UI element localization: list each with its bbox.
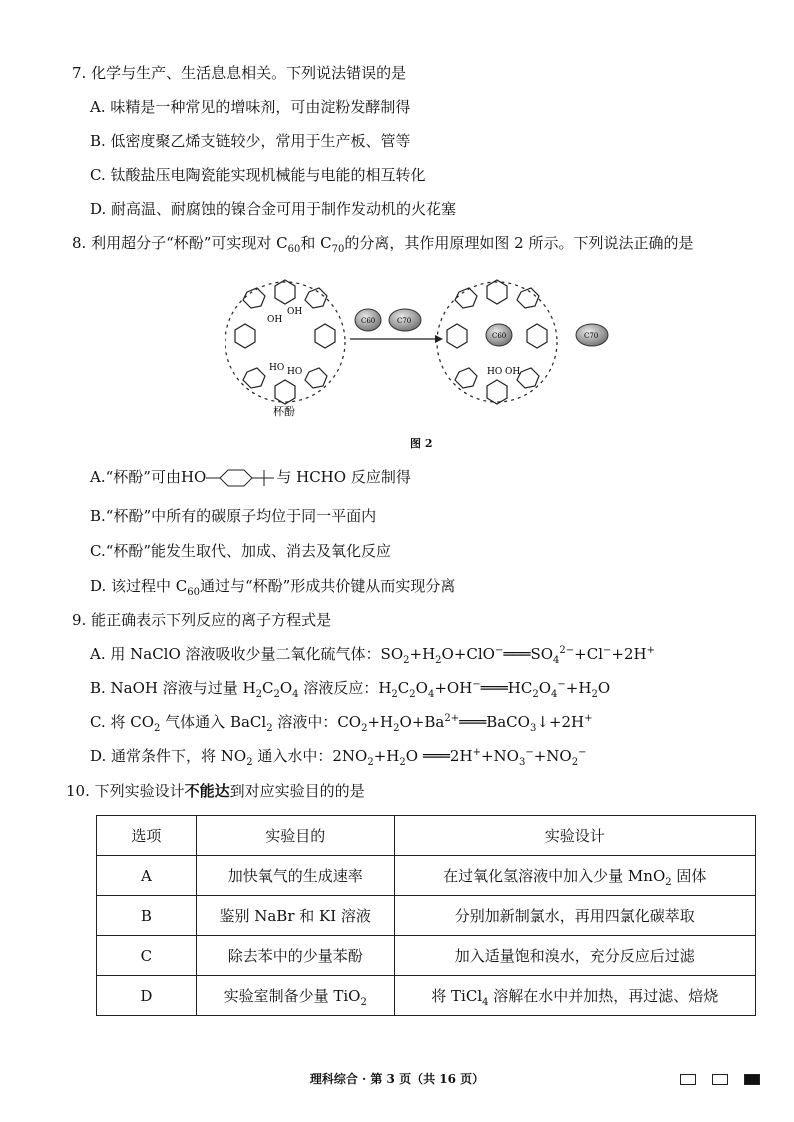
header-option: 选项 [97, 816, 197, 856]
q8-option-d: D. 该过程中 $C_{60}$通过与“杯酚”形成共价键从而实现分离 [90, 577, 456, 598]
figure-caption: 图 2 [410, 437, 433, 450]
q7-option-c: C. 钛酸盐压电陶瓷能实现机械能与电能的相互转化 [90, 166, 426, 184]
q9-option-d: D. 通常条件下，将 $NO_2$ 通入水中：$2NO_2+H_2O$ $═══2H^++NO_3^-+NO_2^-$ [90, 747, 587, 768]
ho-label: HO [487, 367, 503, 377]
oh-label: OH [287, 307, 303, 317]
row-option: B [97, 896, 197, 936]
q7-stem: 7. 化学与生产、生活息息相关。下列说法错误的是 [72, 64, 407, 82]
row-option: A [97, 856, 197, 896]
q9-option-c: C. 将 $CO_2$ 气体通入 BaCl$_2$ 溶液中：$CO_2+H_2O+Ba^{2+}═══BaCO_3↓+2H^+$ [90, 713, 593, 734]
c60-label: C60 [492, 332, 507, 340]
row-goal: 实验室制备少量 TiO$_2$ [196, 976, 394, 1016]
row-design: 将 TiCl$_4$ 溶解在水中并加热，再过滤、焙烧 [394, 976, 755, 1016]
q9-option-a: A. 用 NaClO 溶液吸收少量二氧化硫气体：$SO_2+H_2O+ClO^-═══SO_4^{2-}+Cl^-+2H^+$ [90, 645, 655, 666]
row-option: C [97, 936, 197, 976]
row-design: 分别加新制氯水，再用四氯化碳萃取 [394, 896, 755, 936]
table-row [97, 856, 756, 896]
q8-option-c: C.“杯酚”能发生取代、加成、消去及氧化反应 [90, 542, 392, 560]
page-footer: 理科综合 · 第 3 页（共 16 页） [309, 1072, 485, 1086]
page-marker-box-filled [744, 1074, 760, 1085]
row-goal: 鉴别 NaBr 和 KI 溶液 [196, 896, 394, 936]
page-marker-box [712, 1074, 728, 1085]
row-design: 在过氧化氢溶液中加入少量 MnO$_2$ 固体 [394, 856, 755, 896]
table-row [97, 976, 756, 1016]
page-marker-box [680, 1074, 696, 1085]
c70-label: C70 [397, 317, 412, 325]
arrow-head [435, 335, 443, 343]
q8-stem: 8. 利用超分子“杯酚”可实现对 $C_{60}$和 $C_{70}$的分离，其作用原理如图 2 所示。下列说法正确的是 [72, 234, 694, 255]
q8-option-b: B.“杯酚”中所有的碳原子均位于同一平面内 [90, 507, 377, 525]
row-option: D [97, 976, 197, 1016]
oh-label: OH [267, 315, 283, 325]
c70-label: C70 [584, 332, 599, 340]
calixarene-label: 杯酚 [273, 405, 295, 418]
c60-label: C60 [361, 317, 376, 325]
header-goal: 实验目的 [196, 816, 394, 856]
q7-option-a: A. 味精是一种常见的增味剂，可由淀粉发酵制得 [90, 98, 411, 116]
experiment-table [96, 815, 756, 1016]
table-row [97, 896, 756, 936]
ho-label: HO [287, 367, 303, 377]
calixarene-separation-figure [225, 262, 625, 462]
ho-label: HO [269, 363, 285, 373]
row-design: 加入适量饱和溴水，充分反应后过滤 [394, 936, 755, 976]
calixarene-structure-left [225, 280, 345, 404]
q10-stem: 10. 下列实验设计不能达到对应实验目的的是 [66, 782, 365, 800]
table-row [97, 936, 756, 976]
q9-stem: 9. 能正确表示下列反应的离子方程式是 [72, 611, 332, 629]
row-goal: 加快氧气的生成速率 [196, 856, 394, 896]
oh-label: OH [505, 367, 521, 377]
q7-option-b: B. 低密度聚乙烯支链较少，常用于生产板、管等 [90, 132, 411, 150]
q8-option-a: A.“杯酚”可由HO 与 HCHO 反应制得 [90, 468, 411, 486]
q7-option-d: D. 耐高温、耐腐蚀的镍合金可用于制作发动机的火花塞 [90, 200, 457, 218]
q9-option-b: B. NaOH 溶液与过量 $H_2C_2O_4$ 溶液反应：$H_2C_2O_4+OH^-═══HC_2O_4^-+H_2O$ [90, 679, 611, 700]
row-goal: 除去苯中的少量苯酚 [196, 936, 394, 976]
tert-butylphenol-structure [206, 468, 276, 488]
header-design: 实验设计 [394, 816, 755, 856]
table-header-row [97, 816, 756, 856]
